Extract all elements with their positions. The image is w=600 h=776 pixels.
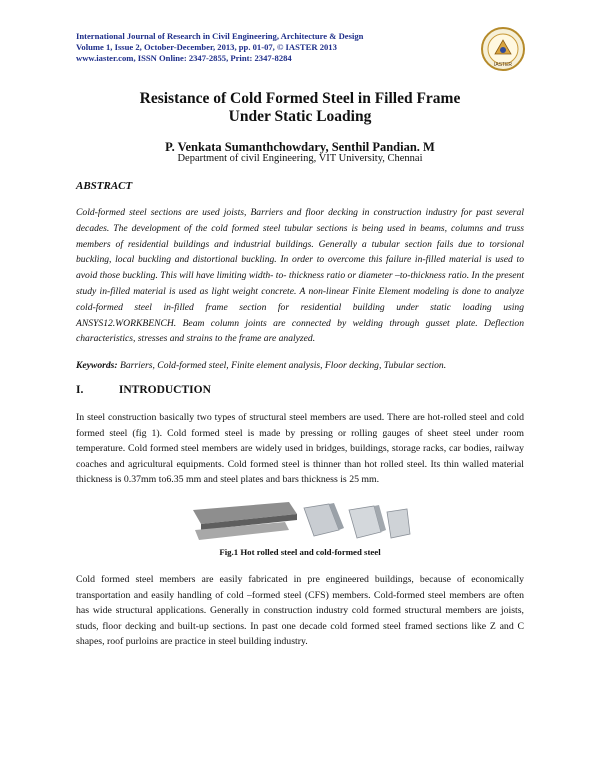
figure-steel-photo [189,500,411,542]
journal-logo [480,26,526,72]
intro-paragraph-1: In steel construction basically two types of structural steel members are used. There are hot-rolled steel and cold formed steel (fig 1). Cold formed steel is made by pressing or rolling gauges of sheet steel under room temperature. Cold formed steel members are widely used in bridges, buildings, storage racks, car bodies, railway coaches and agricultural equipments. Cold formed steel is thinner than hot rolled steel. Its thin walled material thickness is 0.37mm to6.35 mm and steel plates and bars thickness is 25 mm. [76,412,524,485]
journal-header [76,31,363,64]
journal-volume: Volume 1, Issue 2, October-December, 2013, pp. 01-07, © IASTER 2013 [76,42,337,52]
abstract-heading: ABSTRACT [76,180,133,192]
intro-paragraph-2: Cold formed steel members are easily fabricated in pre engineered buildings, because of economically transportation and easily handling of cold –formed steel (CFS) members. Cold-formed steel members are often has wide structural applications. Generally in construction industry cold formed structural members are joists, studs, floor decking and built-up sections. In past one decade cold formed steel framed sections like Z and C shapes, roof purloins are practice in steel building industry. [76,574,524,647]
section-heading [76,384,211,396]
section-number: I. [76,384,84,396]
logo-text: IASTER [493,62,513,68]
journal-name: International Journal of Research in Civil Engineering, Architecture & Design [76,31,364,41]
paper-title [0,90,600,126]
title-line-1: Resistance of Cold Formed Steel in Filled Frame [139,90,461,107]
journal-issn: www.iaster.com, ISSN Online: 2347-2855, Print: 2347-8284 [76,53,292,63]
keywords [76,358,524,373]
title-line-2: Under Static Loading [228,108,372,125]
abstract-text: Cold-formed steel sections are used joists, Barriers and floor decking in construction industry for past several decades. The development of the cold formed steel tubular sections is being used in beams, columns and truss members of residential buildings and industrial buildings. Generally a tubular section fails due to torsional buckling, local buckling and distortional buckling. In order to overcome this failure in-filled material is used to avoid those buckling. This will have limiting width- to- thickness ratio or diameter –to-thickness ratio. In the present study in-filled material is used as light weight concrete. A non-linear Finite Element modeling is done to analyze cold-formed steel in-filled frame section for residential building under static loading using ANSYS12.WORKBENCH. Beam column joints are connected by welding through gusset plate. Deflection characteristics, stresses and strains to the frame are analyzed. [76,207,524,345]
keywords-text: Barriers, Cold-formed steel, Finite element analysis, Floor decking, Tubular section. [119,360,447,371]
section-title: INTRODUCTION [118,384,211,396]
keywords-label: Keywords: [76,360,118,371]
authors: P. Venkata Sumanthchowdary, Senthil Pandian. M [165,140,435,154]
affiliation: Department of civil Engineering, VIT University, Chennai [177,153,423,164]
figure-caption: Fig.1 Hot rolled steel and cold-formed steel [219,547,381,557]
